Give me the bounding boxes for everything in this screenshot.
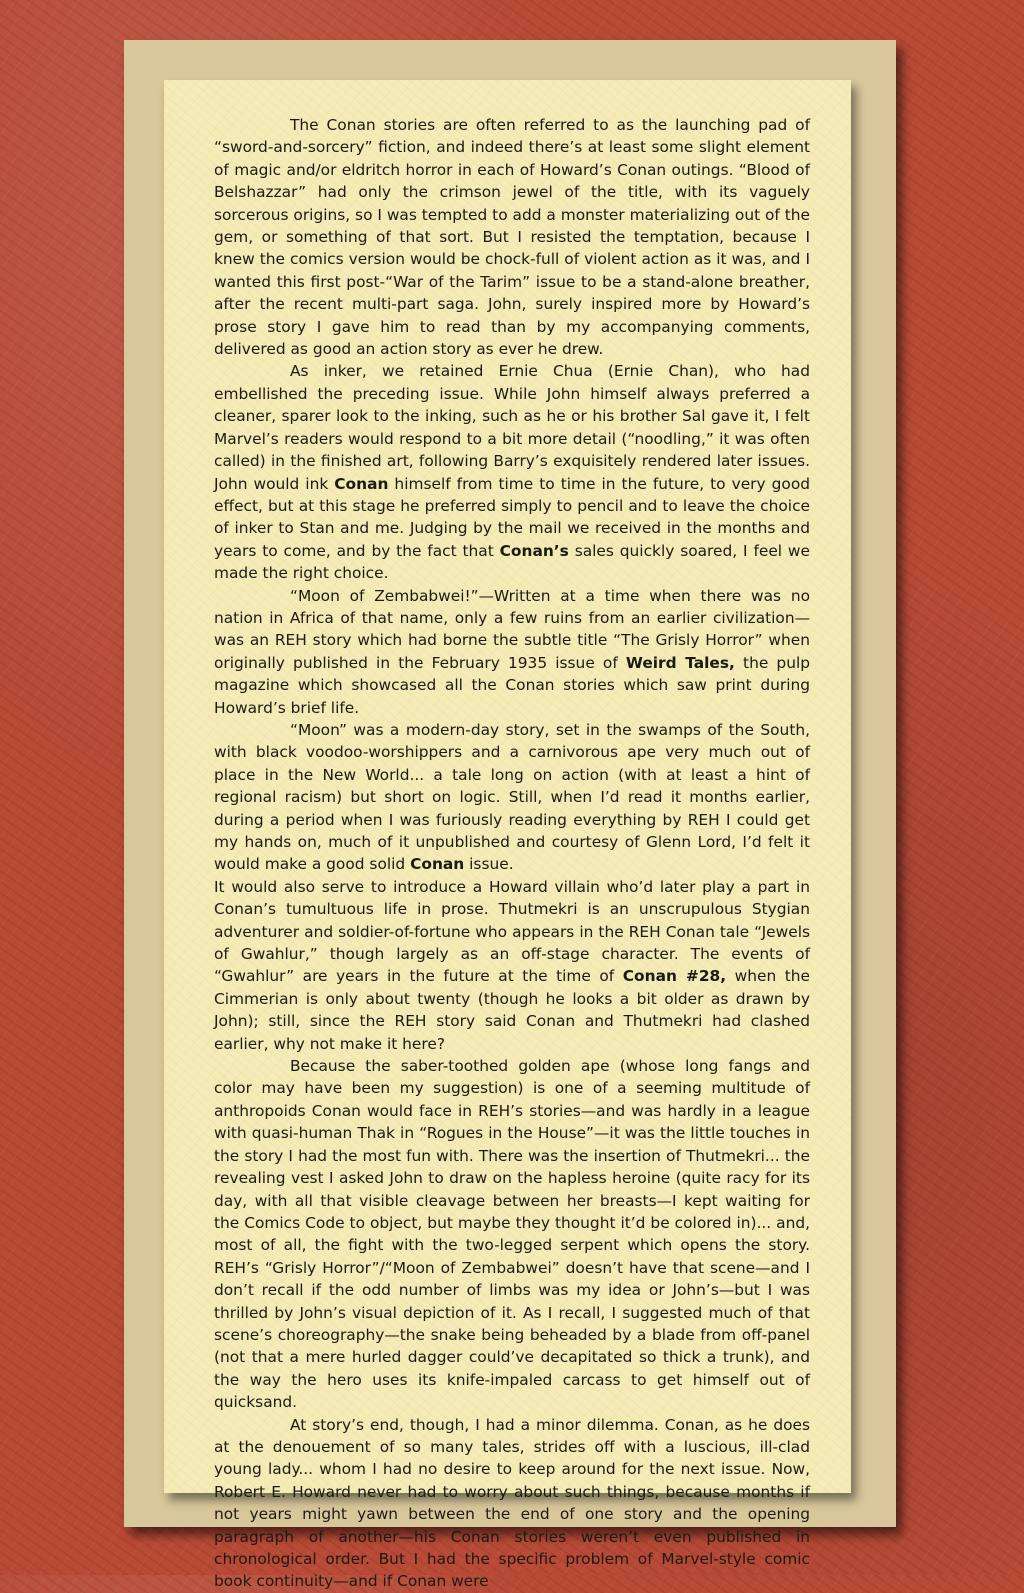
paragraph-6: Because the saber-toothed golden ape (whose long fangs and color may have been my suggestion) is one of a seeming multitude of anthropoids Conan would face in REH’s stories—and was hardly in a league with quasi-human Thak in “Rogues in the House”—it was the little touches in the story I had the most fun with. There was the insertion of Thutmekri... the revealing vest I asked John to draw on the hapless heroine (quite racy for its day, with all that visible cleavage between her breasts—I kept waiting for the Comics Code to object, but maybe they thought it’d be colored in)... and, most of all, the fight with the two-legged serpent which opens the story. REH’s “Grisly Horror”/“Moon of Zembabwei” doesn’t have that scene—and I don’t recall if the odd number of limbs was my idea or John’s—but I was thrilled by John’s visual depiction of it. As I recall, I suggested much of that scene’s choreography—the snake being beheaded by a blade from off-panel (not that a mere hurled dagger could’ve decapitated so thick a trunk), and the way the hero uses its knife-impaled carcass to get himself out of quicksand. [214,1057,810,1412]
paragraph-2-text-a: As inker, we retained Ernie Chua (Ernie Chan), who had embellished the preceding issue. While John himself always preferred a cleaner, sparer look to the inking, such as he or his brother Sal gave it, I felt Marvel’s readers would respond to a bit more detail (“noodling,” it was often called) in the finished art, following Barry’s exquisitely rendered later issues. John would ink [214,362,810,493]
paragraph-7: At story’s end, though, I had a minor dilemma. Conan, as he does at the denouement of so many tales, strides off with a luscious, ill-clad young lady... whom I had no desire to keep around for the next issue. Now, Robert E. Howard never had to worry about such things, because months if not years might yawn between the end of one story and the opening paragraph of another—his Conan stories weren’t even published in chronological order. But I had the specific problem of Marvel-style comic book continuity—and if Conan were [214,1415,810,1591]
article-body [214,114,810,1593]
paragraph-4-text-c: issue. [464,855,514,874]
paragraph-3 [214,585,810,719]
paragraph-1: The Conan stories are often referred to as the launching pad of “sword-and-sorcery” fiction, and indeed there’s at least some slight element of magic and/or eldritch horror in each of Howard’s Conan outings. “Blood of Belshazzar” had only the crimson jewel of the title, with its vaguely sorcerous origins, so I was tempted to add a monster materializing out of the gem, or something of that sort. But I resisted the temptation, because I knew the comics version would be chock-full of violent action as it was, and I wanted this first post-“War of the Tarim” issue to be a stand-alone breather, after the recent multi-part saga. John, surely inspired more by Howard’s prose story I gave him to read than by my accompanying comments, delivered as good an action story as ever he drew. [214,116,810,359]
paragraph-2-text-c: himself from time to time in the future, to very good effect, but at this stage he preferred simply to pencil and to leave the choice of inker to Stan and me. Judging by the mail we received in the months and years to come, and by the fact that [214,474,810,560]
paragraph-3-text-a: “Moon of Zembabwei!”—Written at a time when there was no nation in Africa of that name, only a few ruins from an earlier civilization—was an REH story which had borne the subtle title “The Grisly Horror” when originally published in the February 1935 issue of [214,586,810,672]
text-page [164,80,851,1591]
paragraph-2-bold-conan: Conan [334,474,389,493]
paragraph-3-text-c: the pulp magazine which showcased all the Conan stories which saw print during Howard’s brief life. [214,653,810,717]
paragraph-2-bold-conans: Conan’s [499,541,569,560]
paragraph-5-text-c: when the Cimmerian is only about twenty (though he looks a bit older as drawn by John); still, since the REH story said Conan and Thutmekri had clashed earlier, why not make it here? [214,967,811,1053]
paragraph-5 [214,876,810,1055]
paragraph-2 [214,360,810,584]
paragraph-5-text-a: It would also serve to introduce a Howard villain who’d later play a part in Conan’s tumultuous life in prose. Thutmekri is an unscrupulous Stygian adventurer and soldier-of-fortune who appears in the REH Conan tale “Jewels of Gwahlur,” though largely as an off-stage character. The events of “Gwahlur” are years in the future at the time of [214,877,810,986]
paragraph-5-bold-conan-28: Conan #28, [622,967,727,986]
paragraph-3-bold-weird-tales: Weird Tales, [625,653,735,672]
paragraph-2-text-e: sales quickly soared, I feel we made the right choice. [214,541,810,583]
paragraph-4-text-a: “Moon” was a modern-day story, set in the swamps of the South, with black voodoo-worshippers and a carnivorous ape very much out of place in the New World... a tale long on action (with at least a hint of regional racism) but short on logic. Still, when I’d read it months earlier, during a period when I was furiously reading everything by REH I could get my hands on, much of it unpublished and courtesy of Glenn Lord, I’d felt it would make a good solid [214,720,810,874]
paragraph-4 [214,719,810,876]
paragraph-4-bold-conan: Conan [410,855,465,874]
